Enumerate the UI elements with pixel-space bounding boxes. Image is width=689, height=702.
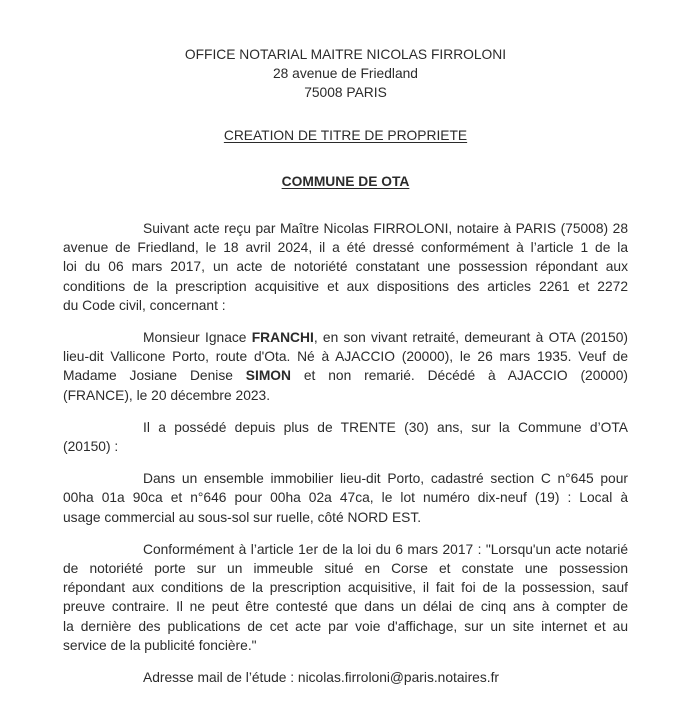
text-line bbox=[63, 296, 628, 315]
text-line bbox=[63, 238, 628, 257]
text-segment: conditions de la prescription acquisitive et aux dispositions des articles 2261 et 2272 bbox=[63, 278, 628, 294]
text-line bbox=[63, 668, 628, 687]
office-address-city: 75008 PARIS bbox=[304, 85, 387, 101]
text-segment: de notoriété porte sur un immeuble situé en Corse et constate une possession bbox=[63, 561, 628, 577]
text-segment: service de la publicité foncière." bbox=[63, 637, 257, 653]
text-segment: Dans un ensemble immobilier lieu-dit Porto, cadastré section C n°645 pour bbox=[143, 471, 628, 487]
text-line bbox=[63, 257, 628, 276]
paragraph bbox=[63, 418, 628, 456]
document-body bbox=[63, 219, 628, 687]
text-segment: du Code civil, concernant : bbox=[63, 297, 226, 313]
text-line bbox=[63, 418, 628, 437]
text-line bbox=[63, 597, 628, 616]
document-subtitle bbox=[63, 172, 628, 191]
text-line bbox=[63, 488, 628, 507]
text-line bbox=[63, 617, 628, 636]
text-line bbox=[63, 540, 628, 559]
text-segment: et non remarié. Décédé à AJACCIO (20000) bbox=[291, 368, 628, 384]
paragraph bbox=[63, 668, 628, 687]
paragraph bbox=[63, 328, 628, 405]
text-line bbox=[63, 469, 628, 488]
office-address-street: 28 avenue de Friedland bbox=[273, 66, 418, 82]
text-segment: 00ha 01a 90ca et n°646 pour 00ha 02a 47ca, le lot numéro dix-neuf (19) : Local à bbox=[63, 490, 628, 506]
text-segment: Conformément à l’article 1er de la loi du 6 mars 2017 : "Lorsqu'un acte notarié bbox=[143, 541, 628, 557]
paragraph bbox=[63, 469, 628, 527]
bold-text-segment: SIMON bbox=[245, 368, 292, 384]
text-line bbox=[63, 508, 628, 527]
text-segment: loi du 06 mars 2017, un acte de notoriété constatant une possession répondant aux bbox=[63, 259, 628, 275]
text-line bbox=[63, 219, 628, 238]
text-line bbox=[63, 328, 628, 347]
text-segment: (FRANCE), le 20 décembre 2023. bbox=[63, 387, 271, 403]
text-segment: , en son vivant retraité, demeurant à OTA (20150) bbox=[313, 330, 628, 346]
text-segment: (20150) : bbox=[63, 439, 119, 455]
text-line bbox=[63, 277, 628, 296]
text-segment: Madame Josiane Denise bbox=[63, 368, 246, 384]
text-segment: Suivant acte reçu par Maître Nicolas FIRROLONI, notaire à PARIS (75008) 28 bbox=[143, 221, 628, 237]
text-line bbox=[63, 366, 628, 385]
text-segment: la dernière des publications de cet acte par voie d'affichage, sur un site internet et au bbox=[63, 618, 628, 634]
document-title bbox=[63, 126, 628, 145]
text-line bbox=[63, 347, 628, 366]
paragraph bbox=[63, 540, 628, 655]
text-segment: Adresse mail de l’étude : nicolas.firroloni@paris.notaires.fr bbox=[143, 670, 500, 686]
text-segment: Il a possédé depuis plus de TRENTE (30) ans, sur la Commune d’OTA bbox=[143, 419, 628, 435]
text-segment: preuve contraire. Il ne peut être contesté que dans un délai de cinq ans à compter de bbox=[63, 599, 628, 615]
office-name: OFFICE NOTARIAL MAITRE NICOLAS FIRROLONI bbox=[184, 47, 507, 62]
text-line bbox=[63, 437, 628, 456]
text-line bbox=[63, 636, 628, 655]
text-line bbox=[63, 386, 628, 405]
document-subtitle-text: COMMUNE DE OTA bbox=[281, 173, 410, 189]
text-segment: avenue de Friedland, le 18 avril 2024, il a été dressé conformément à l’article 1 de la bbox=[63, 240, 628, 256]
text-segment: lieu-dit Vallicone Porto, route d'Ota. Né à AJACCIO (20000), le 26 mars 1935. Veuf de bbox=[63, 349, 628, 365]
document-title-text: CREATION DE TITRE DE PROPRIETE bbox=[223, 127, 468, 143]
text-line bbox=[63, 578, 628, 597]
notary-office-header bbox=[63, 45, 628, 103]
bold-text-segment: FRANCHI bbox=[251, 330, 314, 346]
text-segment: usage commercial au sous-sol sur ruelle, côté NORD EST. bbox=[63, 509, 422, 525]
paragraph bbox=[63, 219, 628, 315]
text-segment: Monsieur Ignace bbox=[143, 330, 252, 346]
text-line bbox=[63, 559, 628, 578]
text-segment: répondant aux conditions de la prescription acquisitive, il fait foi de la possession, sauf bbox=[63, 580, 628, 596]
